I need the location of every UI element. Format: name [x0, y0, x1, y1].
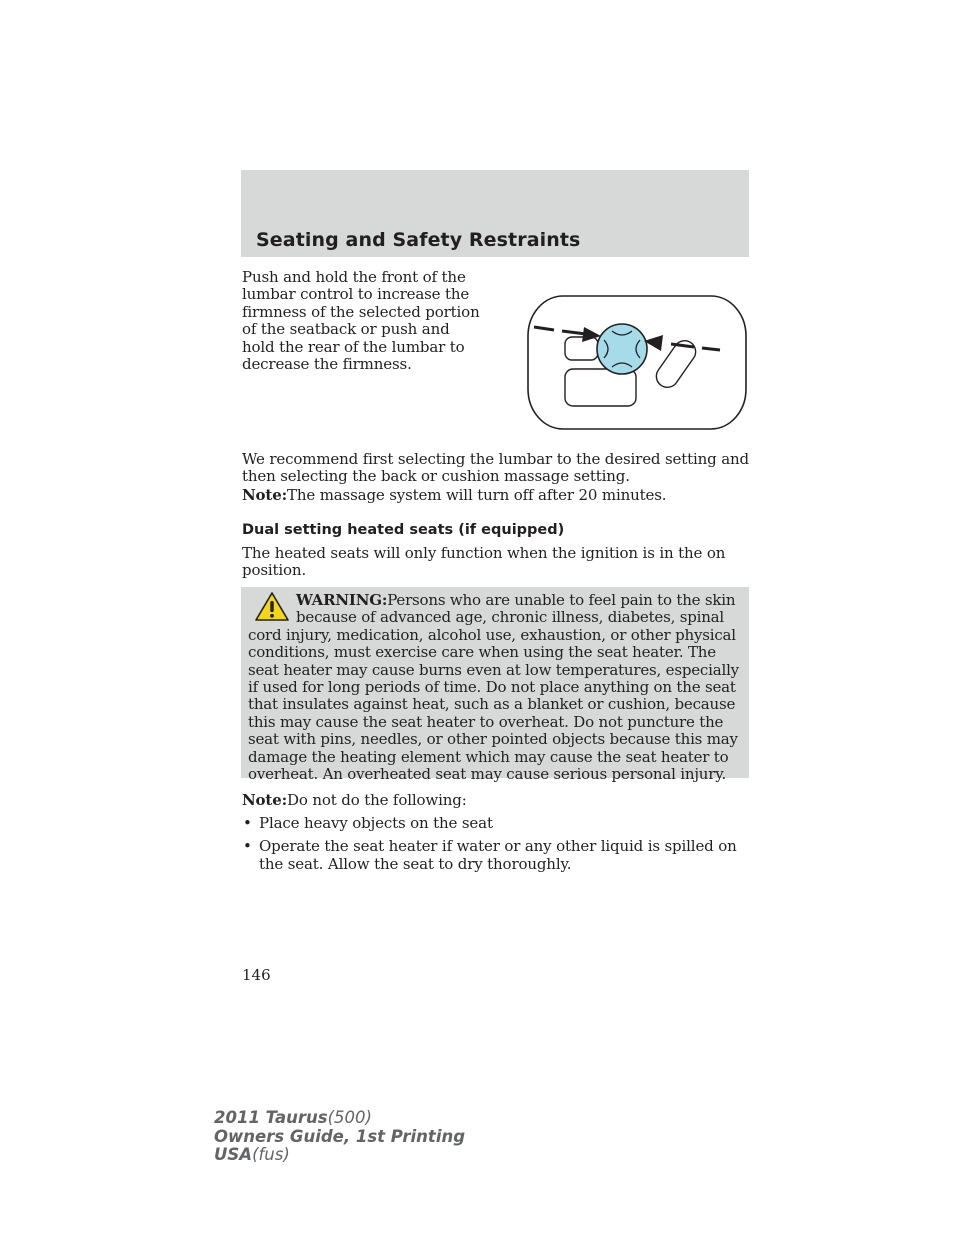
lumbar-control-button — [597, 324, 647, 374]
warning-box — [241, 587, 749, 784]
heated-seats-intro: The heated seats will only function when the ignition is in the on position. — [242, 544, 726, 580]
note-text: The massage system will turn off after 20 minutes. — [286, 486, 667, 504]
bullet-icon: • — [243, 814, 252, 832]
warning-body: Persons who are unable to feel pain to the skin because of advanced age, chronic illness, diabetes, spinal cord injury, medication, alcohol use, exhaustion, or other physical conditions, must exercise care when using the seat heater. The seat heater may cause burns even at low temperatures, especially if used for long periods of time. Do not place anything on the seat that insulates against heat, such as a blanket or cushion, because this may cause the seat heater to overheat. Do not puncture the seat with pins, needles, or other pointed objects because this may damage the heating element which may cause the seat heater to overheat. An overheated seat may cause serious personal injury. — [248, 591, 739, 784]
note-label: Note: — [242, 486, 287, 504]
recommend-paragraph: We recommend first selecting the lumbar to the desired setting and then selecting the back or cushion massage setting. — [242, 450, 750, 486]
footer-model: 2011 Taurus — [214, 1108, 328, 1127]
lumbar-control-illustration — [526, 293, 748, 433]
document-footer — [214, 1109, 465, 1165]
footer-market-code: (fus) — [252, 1145, 290, 1164]
bullet-icon: • — [243, 837, 252, 856]
list-item — [242, 838, 752, 873]
do-not-list — [242, 815, 752, 879]
page-number: 146 — [242, 966, 271, 984]
lumbar-intro-paragraph: Push and hold the front of the lumbar control to increase the firmness of the selected portion of the seatback or push and hold the rear of the lumbar to decrease the firmness. — [242, 268, 480, 374]
warning-text — [248, 592, 744, 783]
section-header — [241, 170, 749, 257]
footer-market: USA — [214, 1145, 253, 1164]
note-label: Note: — [242, 791, 287, 809]
small-button — [565, 337, 598, 360]
heated-seats-heading: Dual setting heated seats (if equipped) — [242, 522, 565, 538]
warning-label: WARNING: — [296, 591, 388, 609]
note-text: Do not do the following: — [286, 791, 467, 809]
do-not-note — [242, 792, 762, 809]
footer-model-code: (500) — [327, 1108, 372, 1127]
list-item — [242, 815, 752, 832]
list-item-text: Operate the seat heater if water or any other liquid is spilled on the seat. Allow the seat to dry thoroughly. — [259, 837, 737, 873]
massage-note — [242, 487, 762, 504]
footer-edition: Owners Guide, 1st Printing — [214, 1126, 466, 1146]
section-title: Seating and Safety Restraints — [256, 229, 581, 251]
list-item-text: Place heavy objects on the seat — [259, 814, 493, 832]
